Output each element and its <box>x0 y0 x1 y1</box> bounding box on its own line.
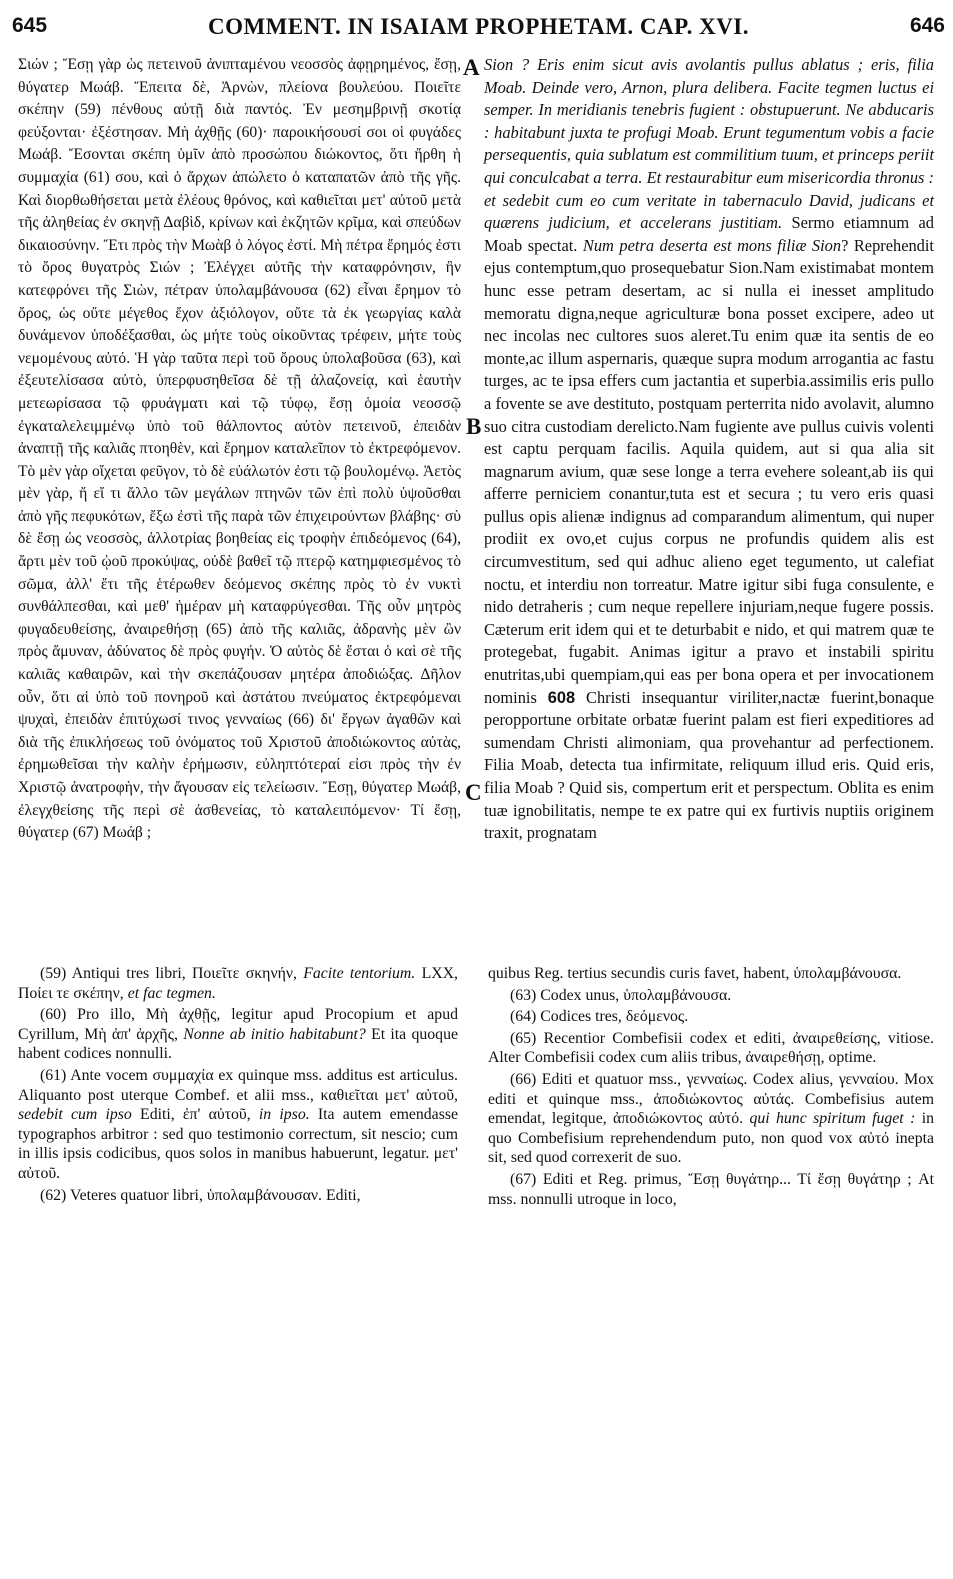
footnote-text: quibus Reg. tertius secundis curis favet, habent, ὑπολαμβάνουσα. <box>488 965 902 982</box>
footnote-text: Editi, ἐπ' αὐτοῦ, <box>131 1106 259 1124</box>
footnote <box>488 1029 934 1068</box>
footnote-italic: sedebit cum ipso <box>18 1106 132 1124</box>
footnote-text: (66) Editi et quatuor mss., γενναίως. Codex alius, γενναίου. Mox editi et quinque mss., ἀποδιώκοντος αὐτάς. Combefisius autem emendat, legitque, ἀποδιώκοντος αὐτό. <box>488 1070 934 1128</box>
footnotes-left <box>18 964 458 1207</box>
page-header <box>12 14 945 44</box>
latin-text <box>484 54 934 845</box>
footnote-text: Ita autem emendasse typographos arbitror : sed quo testimonio correctum, sit nescio; cum in illis ipsis codicibus, quos solos in manibus habuerunt, legatur. μετ' αὐτοῦ. <box>18 1106 459 1182</box>
footnote <box>488 1070 934 1168</box>
latin-column <box>484 54 934 845</box>
footnote-continued <box>488 964 934 984</box>
footnote-text: (64) Codices tres, δεόμενος. <box>510 1008 689 1026</box>
footnote <box>488 1007 934 1027</box>
footnote <box>18 1186 458 1206</box>
latin-commentary: ? Reprehendit ejus contemptum,quo prosequebatur Sion.Nam existimabat montem hunc esse petram desertam, ac si nulla ei inesset amplitudo memoratu digna,neque agriculturæ bona posset excipere, adeo ut nec incolas nec cultores suos aleret.Tu enim quæ ita sentis de eo monte,ac illum aspernaris, quæque supra modum arrogantia ac fastu turges, ac te ipsa effers cum jactantia et superbia.assimilis eris pullo a fovente se ave destituto, postquam perterrita nido avolavit, alumno suo citra custodiam derelicto.Nam fugiente ave pullus cuivis volenti est captu perquam facilis. Aquila quidem, aut si qua alia sit magnarum avium, quæ sese longe a terra evehere soleant,ab iis qui afferre perniciem conantur,tuta est et secura ; tu vero eris quasi pullus opis alienæ indignus ad comparandum alimentum, qui nuper prodiit ex ovo,et cujus corpus ne profundis quidem alis est circumvestitum, sed qui adhuc alieno eget tegumento, ut calefiat noctu, et interdiu non torreatur. Matre igitur sibi fuga consulente, e nido detraheris ; cum neque repellere injuriam,neque fugere possis. Cæterum erit idem qui et te deturbabit e nido, et qui matrem quæ te protegebat, fugabit. Animas igitur a pravo et instabili spiritu enutritas,ubi quempiam,qui eas per bona opera et per invocationem nominis <box>484 235 934 707</box>
column-number: 608 <box>547 688 576 707</box>
footnote <box>488 1170 934 1209</box>
margin-letter-b: B <box>466 414 482 439</box>
footnotes-right <box>488 964 934 1211</box>
footnote-italic: qui hunc spiritum fuget : <box>749 1110 916 1128</box>
footnote-text: (65) Recentior Combefisii codex et editi, ἀναιρεθείσης, vitiose. Alter Combefisii codex cum aliis tribus, ἀναιρεθήσῃ, optime. <box>488 1029 934 1067</box>
footnote-italic: in ipso. <box>258 1106 310 1124</box>
latin-commentary-end: Christi insequantur viriliter,nactæ fuerint,bonaque peropportune orbitate orbatæ fuerint palam est fieri expeditiores ad sumendam Christi alimoniam, qua provehantur ad perfectionem. Filia Moab, detecta tua infirmitate, reliquum illud eris. Quid eris, filia Moab ? Quid sis, compertum erit et perspectum. Oblita es enim tuæ ignobilitatis, nempe te ex patre qui ex furtivis nuptiis originem traxit, prognatam <box>484 687 934 843</box>
greek-column <box>18 54 461 845</box>
footnote <box>18 964 458 1003</box>
latin-question-italic: Num petra deserta est mons filiæ Sion <box>582 235 842 255</box>
footnote-text: LXX, Ποίει τε σκέπην, <box>18 965 458 1002</box>
footnote-divider <box>18 962 935 963</box>
running-title: COMMENT. IN ISAIAM PROPHETAM. CAP. XVI. <box>207 14 750 39</box>
footnote <box>488 986 934 1006</box>
footnote-text: (67) Editi et Reg. primus, Ἔσῃ θυγάτηρ... Τί ἔσῃ θυγάτηρ ; At mss. nonnulli utroque in loco, <box>488 1170 934 1208</box>
latin-mid: Sermo etiamnum ad Moab spectat. <box>484 213 934 255</box>
page-number-right: 646 <box>909 14 945 37</box>
footnote-text: (60) Pro illo, Μὴ ἀχθῇς, legitur apud Procopium et apud Cyrillum, Μὴ ἀπ' ἀρχῆς, <box>18 1006 458 1043</box>
latin-scripture-italic: Sion ? Eris enim sicut avis avolantis pullus ablatus ; eris, filia Moab. Deinde vero, Arnon, plura delibera. Facite tegmen luctus ei semper. In meridianis tenebris fugient : obstupuerunt. Ne abducaris : habitabunt juxta te profugi Moab. Erunt tegumentum vobis a facie persequentis, quia sublatum est commilitium tuum, et princeps periit qui conculcabat a terra. Et restaurabitur eum misericordia thronus : et sedebit cum eo cum veritate in tabernaculo David, judicans et quærens judicium, et accelerans justitiam. <box>484 55 934 233</box>
footnote-text: (62) Veteres quatuor libri, ὑπολαμβάνουσαν. Editi, <box>40 1186 361 1204</box>
margin-letter-c: C <box>465 780 482 805</box>
greek-text: Σιών ; Ἔσῃ γὰρ ὡς πετεινοῦ ἀνιπταμένου νεοσσὸς ἀφῃρημένος, ἔσῃ, θύγατερ Μωάβ. Ἔπειτα δὲ, Ἀρνὼν, πλείονα βουλεύου. Ποιεῖτε σκέπην (59) πένθους αὐτῇ διὰ παντός. Ἐν μεσημβρινῇ σκοτίᾳ φεύξονται· ἐξέστησαν. Μὴ ἀχθῇς (60)· παροικήσουσί σοι οἱ φυγάδες Μωάβ. Ἔσονται σκέπη ὑμῖν ἀπὸ προσώπου διώκοντος, ὅτι ἤρθη ἡ συμμαχία (61) σου, καὶ ὁ ἄρχων ἀπώλετο ὁ καταπατῶν ἀπὸ τῆς γῆς. Καὶ διορθωθήσεται μετὰ ἐλέους θρόνος, καὶ καθιεῖται μετ' αὐτοῦ μετὰ τῆς ἀληθείας ἐν σκηνῇ Δαβὶδ, κρίνων καὶ ἐκζητῶν κρῖμα, καὶ σπεύδων δικαιοσύνην. Ἔτι πρὸς τὴν Μωὰβ ὁ λόγος ἐστί. Μὴ πέτρα ἔρημός ἐστι τὸ ὄρος θυγατρὸς Σιών ; Ἐλέγχει αὐτῆς τὴν καταφρόνησιν, ἣν κατεφρόνει τῆς Σιὼν, πέτραν ὑπολαμβάνουσα (62) εἶναι ἔρημον τὸ ὄρος, ὡς οὔτε μέγεθος ἔχον ἀξιόλογον, οὔτε τὰ ἐκ γεωργίας καλὰ δυνάμενον ὑποδέξασθαι, ὡς μήτε τοὺς οἰκοῦντας τρέφειν, μήτε τοὺς νεμομένους αὐτό. Ἡ γὰρ ταῦτα περὶ τοῦ ὄρους ὑπολαβοῦσα (63), καὶ ἐξευτελίσασα αὐτὸ, ὑπερφυσηθεῖσα δὲ τῇ ἀλαζονείᾳ, καὶ ἑαυτὴν μετεωρίσασα τῷ φρυάγματι καὶ τῷ τύφῳ, ἔσῃ ὁμοία νεοσσῷ ἐγκαταλελειμμένῳ ὑπὸ τοῦ θάλποντος αὐτὸν πετεινοῦ, ἐπειδὰν ἀναπτῇ τῆς καλιᾶς πτοηθὲν, καὶ ἔρημον καταλεῖπον τὸ ἐκτρεφόμενον. Τὸ μὲν γὰρ οἴχεται φεῦγον, τὸ δὲ εὐάλωτόν ἐστι τῷ βουλομένῳ. Ἀετὸς μὲν γὰρ, ἤ εἴ τι ἄλλο τῶν μεγάλων πτηνῶν τῶν ἐπὶ πολὺ ὑψοῦσθαι ἀπὸ γῆς πεφυκότων, ἔξω ἐστὶ τῆς παρὰ τῶν ἐπιχειρούντων βλάβης· σὺ δὲ ἔσῃ ὡς νεοσσὸς, ἀλλοτρίας βοηθείας εἰς τροφὴν ἐπιδεόμενος (64), ἄρτι μὲν τοῦ ᾠοῦ προκύψας, οὐδὲ βαθεῖ τῷ πτερῷ κατημφιεσμένος τὸ σῶμα, ἀλλ' ἔτι τῆς ἑτέρωθεν δεόμενος σκέπης πρὸς τὸ ἐν νυκτὶ συνθάλπεσθαι, καὶ μεθ' ἡμέραν μὴ καταφρύγεσθαι. Τῆς οὖν μητρὸς φυγαδευθείσης, ἀναιρεθήσῃ (65) ἀπὸ τῆς καλιᾶς, ἀδρανὴς μὲν ὢν πρὸς ἄμυναν, ἀδύνατος δὲ πρὸς φυγήν. Ὁ αὐτὸς δὲ ἔσται ὁ καὶ σὲ τῆς καλιᾶς καθαιρῶν, καὶ τὴν σκεπάζουσαν μητέρα ἀποδιώξας. Δῆλον οὖν, ὅτι αἱ ὑπὸ τοῦ πονηροῦ καὶ ἀστάτου πνεύματος ἐκτρεφόμεναι ψυχαὶ, ἐπειδὰν ἐπιτύχωσί τινος γενναίως (66) δι' ἔργων ἀγαθῶν καὶ διὰ τῆς ἐπικλήσεως τοῦ ὀνόματος τοῦ Χριστοῦ ἀποδιώκοντος αὐτὰς, ἐρημωθεῖσαι τὴν καλὴν ἐρήμωσιν, εὐληπτότεραί εἰσι πρὸς τὴν ἐν Χριστῷ ἀνατροφὴν, τὴν ἄγουσαν εἰς τελείωσιν. Ἔσῃ, θύγατερ Μωάβ, ἐλεγχθείσης τῆς περὶ σὲ ἀσθενείας, τὸ καταλειπόμενον· Τί ἔσῃ, θύγατερ (67) Μωάβ ; <box>18 56 461 842</box>
footnote-text: (61) Ante vocem συμμαχία ex quinque mss. additus est articulus. Aliquanto post uterque Combef. et alii mss., καθιεῖται μετ' αὐτοῦ, <box>18 1066 458 1104</box>
footnote-text: (63) Codex unus, ὑπολαμβάνουσα. <box>510 986 732 1004</box>
footnote <box>18 1005 458 1064</box>
footnote-italic: et fac tegmen. <box>127 984 216 1002</box>
footnote <box>18 1066 458 1184</box>
footnote-italic: Facite tentorium. <box>303 965 416 982</box>
page-number-left: 645 <box>12 14 48 37</box>
footnote-text: in quo Combefisium reprehendendum puto, non quod vox αὐτό inepta sit, sed quod correxerit de suo. <box>488 1110 934 1167</box>
margin-letter-a: A <box>463 55 480 80</box>
footnote-text: (59) Antiqui tres libri, Ποιεῖτε σκηνήν, <box>40 965 304 982</box>
footnote-italic: Nonne ab initio habitabunt? <box>183 1025 366 1043</box>
footnote-text: Et ita quoque habent codices nonnulli. <box>18 1025 458 1063</box>
